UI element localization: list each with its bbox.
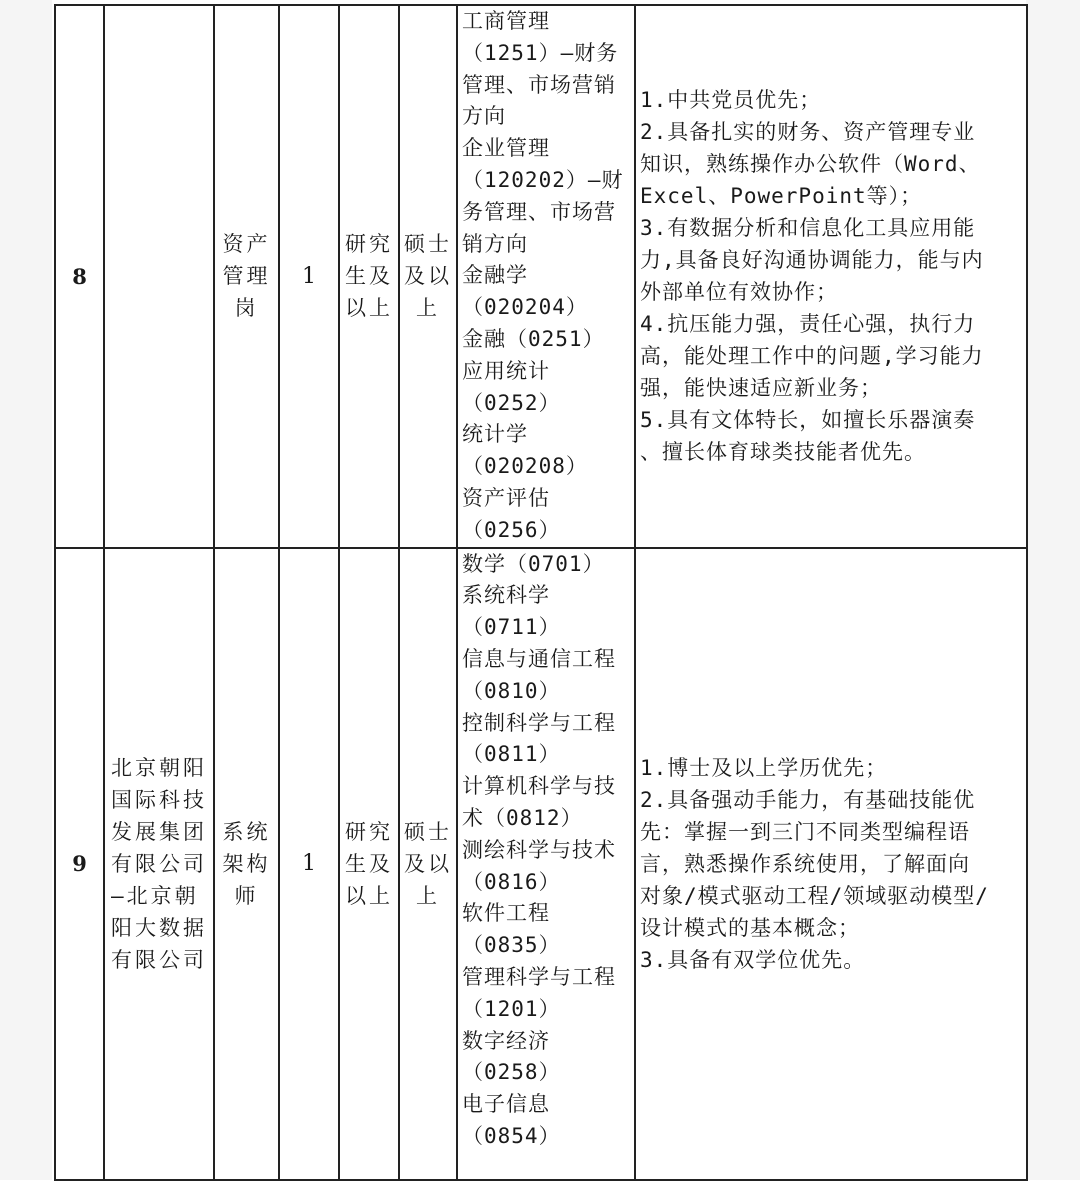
cell-line: 控制科学与工程 <box>462 710 616 735</box>
major-cell <box>457 5 635 548</box>
position-cell <box>214 548 279 1180</box>
cell-line: 对象/模式驱动工程/领域驱动模型/ <box>640 883 989 908</box>
cell-line: 生及 <box>345 264 393 289</box>
cell-line: 统计学 <box>462 422 528 447</box>
cell-line: 有限公司 <box>111 851 207 876</box>
cell-line: 力,具备良好沟通协调能力，能与内 <box>640 248 984 273</box>
cell-line: 1.博士及以上学历优先； <box>640 755 888 780</box>
cell-line: 金融（0251） <box>462 326 605 351</box>
cell-line: 研究 <box>345 232 393 257</box>
cell-line: 软件工程 <box>462 901 550 926</box>
left-margin <box>0 0 52 1180</box>
cell-line: 上 <box>416 296 440 321</box>
cell-line: 及以 <box>404 851 452 876</box>
cell-line: 及以 <box>404 264 452 289</box>
cell-line: 资产 <box>222 232 271 257</box>
cell-line: 数学（0701） <box>462 551 605 576</box>
cell-line: 岗 <box>234 296 259 321</box>
cell-line: 系统科学 <box>462 583 550 608</box>
education-cell <box>339 548 399 1180</box>
cell-line: 上 <box>416 883 440 908</box>
cell-line: 方向 <box>462 104 506 129</box>
cell-line: （0258） <box>462 1060 561 1085</box>
cell-line: 设计模式的基本概念； <box>640 915 860 940</box>
cell-line: 1.中共党员优先； <box>640 88 822 113</box>
cell-line: 北京朝阳 <box>111 755 207 780</box>
cell-line: Excel、PowerPoint等）； <box>640 184 923 209</box>
cell-line: 言，熟悉操作系统使用，了解面向 <box>640 851 970 876</box>
cell-line: 高，能处理工作中的问题,学习能力 <box>640 344 984 369</box>
employer-cell <box>104 5 214 548</box>
cell-line: 硕士 <box>404 819 452 844</box>
cell-line: 管理 <box>222 264 271 289</box>
recruitment-table <box>54 4 1028 1181</box>
cell-line: 企业管理 <box>462 136 550 161</box>
row-number: 9 <box>55 548 104 1180</box>
cell-line: （0810） <box>462 678 561 703</box>
cell-line: 架构 <box>222 851 271 876</box>
cell-line: 、擅长体育球类技能者优先。 <box>640 440 926 465</box>
cell-line: —北京朝 <box>111 883 199 908</box>
cell-line: 知识，熟练操作办公软件（Word、 <box>640 152 981 177</box>
cell-line: 计算机科学与技 <box>462 774 616 799</box>
headcount-cell: 1 <box>279 548 339 1180</box>
cell-line: 数字经济 <box>462 1028 550 1053</box>
cell-line: 以上 <box>345 883 393 908</box>
cell-line: 3.具备有双学位优先。 <box>640 947 866 972</box>
row-number: 8 <box>55 5 104 548</box>
requirements-cell <box>635 5 1027 548</box>
degree-cell <box>399 5 457 548</box>
table-row <box>55 548 1027 1180</box>
cell-line: 4.抗压能力强，责任心强，执行力 <box>640 312 976 337</box>
cell-line: （0816） <box>462 869 561 894</box>
cell-line: （0711） <box>462 615 561 640</box>
cell-line: （0854） <box>462 1123 561 1148</box>
cell-line: 术（0812） <box>462 805 583 830</box>
cell-line: 师 <box>234 883 259 908</box>
cell-line: 管理科学与工程 <box>462 964 616 989</box>
cell-line: 测绘科学与技术 <box>462 837 616 862</box>
cell-line: 以上 <box>345 296 393 321</box>
cell-line: 强，能快速适应新业务； <box>640 376 882 401</box>
right-margin <box>1026 0 1080 1180</box>
cell-line: （0835） <box>462 933 561 958</box>
table-row <box>55 5 1027 548</box>
cell-line: 研究 <box>345 819 393 844</box>
cell-line: 信息与通信工程 <box>462 646 616 671</box>
cell-line: 系统 <box>222 819 271 844</box>
requirements-cell <box>635 548 1027 1180</box>
cell-line: 销方向 <box>462 231 528 256</box>
cell-line: 务管理、市场营 <box>462 199 616 224</box>
cell-line: 生及 <box>345 851 393 876</box>
cell-line: 应用统计 <box>462 358 550 383</box>
cell-line: 有限公司 <box>111 947 207 972</box>
degree-cell <box>399 548 457 1180</box>
cell-line: 电子信息 <box>462 1092 550 1117</box>
cell-line: 发展集团 <box>111 819 207 844</box>
headcount-cell: 1 <box>279 5 339 548</box>
cell-line: （1251）—财务 <box>462 40 619 65</box>
cell-line: 外部单位有效协作； <box>640 280 838 305</box>
cell-line: （020204） <box>462 295 588 320</box>
cell-line: 3.有数据分析和信息化工具应用能 <box>640 216 976 241</box>
cell-line: 5.具有文体特长，如擅长乐器演奏 <box>640 408 976 433</box>
cell-line: （020208） <box>462 454 588 479</box>
education-cell <box>339 5 399 548</box>
position-cell <box>214 5 279 548</box>
cell-line: 国际科技 <box>111 787 207 812</box>
cell-line: 2.具备强动手能力，有基础技能优 <box>640 787 976 812</box>
cell-line: （0252） <box>462 390 561 415</box>
cell-line: 硕士 <box>404 232 452 257</box>
cell-line: 2.具备扎实的财务、资产管理专业 <box>640 120 976 145</box>
cell-line: （1201） <box>462 996 561 1021</box>
employer-cell <box>104 548 214 1180</box>
cell-line: （120202）—财 <box>462 167 624 192</box>
cell-line: （0811） <box>462 742 561 767</box>
major-cell <box>457 548 635 1180</box>
cell-line: 管理、市场营销 <box>462 72 616 97</box>
cell-line: 工商管理 <box>462 9 550 33</box>
cell-line: 阳大数据 <box>111 915 207 940</box>
cell-line: （0256） <box>462 517 561 542</box>
cell-line: 先：掌握一到三门不同类型编程语 <box>640 819 970 844</box>
cell-line: 金融学 <box>462 263 528 288</box>
cell-line: 资产评估 <box>462 485 550 510</box>
